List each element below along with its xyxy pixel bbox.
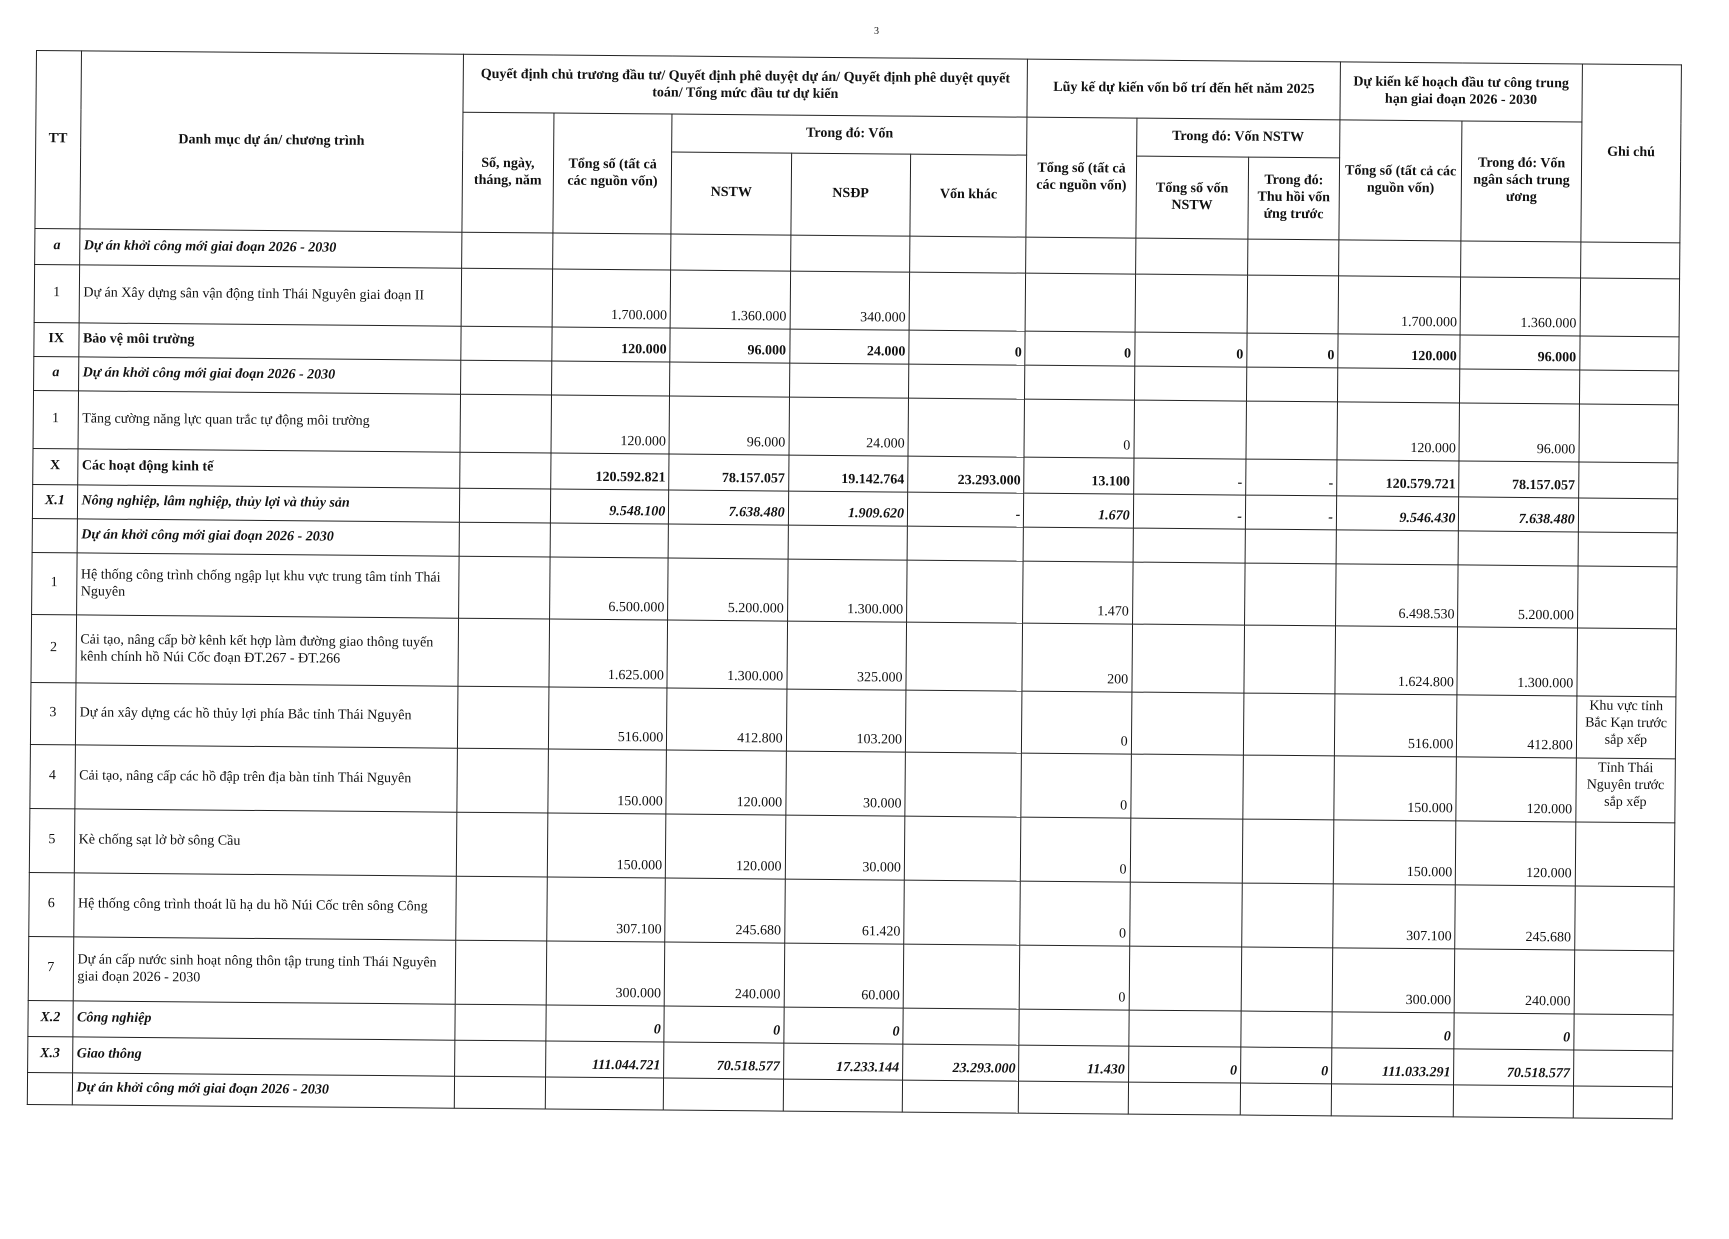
cell-nsdp: 17.233.144 (783, 1043, 903, 1080)
cell-nsdp (783, 1079, 903, 1112)
cell-tt: 7 (28, 936, 73, 1000)
cell-plan-nstw: 1.360.000 (1460, 277, 1580, 336)
cell-total-nstw (1130, 818, 1243, 883)
cell-plan-nstw: 120.000 (1456, 757, 1576, 822)
header-nsdp: NSĐP (791, 153, 911, 236)
cell-plan-nstw: 78.157.057 (1459, 461, 1579, 498)
cell-nsdp: 24.000 (789, 397, 909, 456)
cell-plan-total (1337, 368, 1460, 403)
cell-note (1580, 278, 1680, 337)
cell-advance-recovery (1241, 1011, 1332, 1048)
cell-tt: 4 (30, 744, 75, 808)
cell-project-name: Dự án khởi công mới giai đoạn 2026 - 2030 (78, 357, 461, 394)
cell-total-nstw (1129, 946, 1242, 1011)
cell-note: Khu vực tỉnh Bắc Kạn trước sắp xếp (1576, 696, 1676, 759)
cell-advance-recovery (1245, 529, 1336, 564)
cell-nsdp: 1.909.620 (788, 491, 908, 526)
cell-advance-recovery: - (1245, 495, 1336, 530)
cell-total (550, 523, 669, 558)
cell-nsdp: 60.000 (784, 943, 904, 1008)
cell-project-name: Công nghiệp (72, 1001, 455, 1040)
cell-plan-total: 150.000 (1334, 756, 1457, 821)
cell-total-nstw: - (1133, 494, 1246, 529)
cell-other-capital (907, 526, 1024, 561)
cell-total-nstw (1129, 882, 1242, 947)
cell-total-nstw (1130, 754, 1243, 819)
header-of-which-capital: Trong đó: Vốn (672, 114, 1027, 155)
cell-total: 120.000 (551, 395, 670, 454)
cell-other-capital (908, 398, 1025, 457)
cell-cumulative-total (1019, 1081, 1129, 1114)
cell-total-nstw (1135, 238, 1248, 275)
cell-number-date (462, 232, 553, 269)
cell-plan-nstw: 0 (1454, 1013, 1574, 1050)
cell-tt: a (34, 356, 79, 390)
cell-nsdp: 325.000 (787, 621, 907, 690)
header-number-date: Số, ngày, tháng, năm (462, 112, 554, 233)
cell-tt: 1 (34, 264, 79, 322)
cell-total: 6.500.000 (549, 557, 668, 620)
cell-cumulative-total: 0 (1022, 691, 1132, 754)
cell-plan-total: 1.700.000 (1338, 276, 1461, 335)
cell-cumulative-total: 13.100 (1024, 457, 1134, 494)
cell-total: 307.100 (547, 877, 666, 942)
header-notes: Ghi chú (1581, 64, 1682, 243)
cell-cumulative-total: 1.470 (1023, 561, 1133, 624)
cell-advance-recovery (1243, 755, 1335, 820)
cell-plan-total: 111.033.291 (1332, 1048, 1455, 1085)
cell-plan-nstw: 1.300.000 (1457, 627, 1577, 696)
cell-plan-nstw (1454, 1085, 1574, 1118)
cell-plan-total: 120.000 (1337, 402, 1460, 461)
cell-plan-total: 150.000 (1333, 820, 1456, 885)
cell-project-name: Tăng cường năng lực quan trắc tự động môi trường (78, 391, 461, 452)
table-body (27, 228, 1680, 1118)
cell-tt: 5 (29, 808, 74, 872)
cell-total-nstw (1132, 624, 1245, 693)
cell-total (545, 1077, 664, 1110)
cell-nstw (670, 362, 790, 397)
cell-nsdp: 103.200 (786, 689, 906, 752)
cell-nstw: 70.518.577 (664, 1042, 784, 1079)
cell-total: 0 (546, 1005, 665, 1042)
cell-project-name: Dự án khởi công mới giai đoạn 2026 - 2030 (77, 519, 460, 556)
header-total-nstw: Tổng số vốn NSTW (1136, 156, 1249, 239)
cell-nstw: 78.157.057 (669, 454, 789, 491)
cell-plan-nstw: 96.000 (1460, 335, 1580, 370)
cell-total-nstw (1128, 1082, 1241, 1115)
header-of-which-nstw: Trong đó: Vốn NSTW (1136, 118, 1340, 158)
cell-other-capital: - (907, 492, 1024, 527)
header-cumulative-total: Tổng số (tất cả các nguồn vốn) (1026, 117, 1136, 238)
cell-number-date (455, 1004, 546, 1041)
cell-cumulative-total (1025, 365, 1135, 400)
header-tt: TT (35, 51, 81, 229)
cell-plan-nstw: 412.800 (1457, 695, 1577, 758)
cell-nstw (668, 524, 788, 559)
cell-nstw: 5.200.000 (668, 558, 788, 621)
cell-total-nstw (1131, 692, 1244, 755)
cell-plan-total: 120.000 (1338, 334, 1461, 369)
cell-cumulative-total (1025, 273, 1135, 332)
cell-total-nstw (1129, 1010, 1242, 1047)
cell-advance-recovery (1240, 1083, 1331, 1116)
cell-total: 1.700.000 (552, 269, 671, 328)
cell-plan-total (1339, 240, 1462, 277)
cell-advance-recovery: 0 (1247, 333, 1338, 368)
cell-note (1573, 1086, 1673, 1119)
cell-nsdp: 340.000 (790, 271, 910, 330)
cell-cumulative-total: 1.670 (1024, 493, 1134, 528)
cell-tt: IX (34, 322, 79, 356)
header-plan-nstw: Trong đó: Vốn ngân sách trung ương (1461, 121, 1581, 242)
cell-project-name: Nông nghiệp, lâm nghiệp, thủy lợi và thủy sản (77, 485, 460, 522)
cell-project-name: Các hoạt động kinh tế (77, 449, 460, 488)
header-plan: Dự kiến kế hoạch đầu tư công trung hạn giai đoạn 2026 - 2030 (1340, 62, 1582, 122)
cell-plan-nstw: 96.000 (1459, 403, 1579, 462)
cell-project-name: Bảo vệ môi trường (78, 323, 461, 360)
cell-other-capital (903, 944, 1020, 1009)
header-plan-total: Tổng số (tất cả các nguồn vốn) (1339, 120, 1462, 241)
cell-note (1577, 566, 1677, 629)
cell-project-name: Dự án Xây dựng sân vận động tỉnh Thái Nguyên giai đoạn II (79, 265, 462, 326)
cell-project-name: Kè chống sạt lở bờ sông Cầu (74, 809, 457, 876)
cell-nstw: 96.000 (669, 396, 789, 455)
cell-cumulative-total: 0 (1020, 881, 1130, 946)
cell-number-date (461, 268, 553, 327)
cell-nsdp: 0 (784, 1007, 904, 1044)
cell-note (1574, 1014, 1674, 1051)
cell-total (551, 361, 670, 396)
header-other-capital: Vốn khác (910, 154, 1027, 237)
cell-tt (27, 1072, 72, 1104)
cell-plan-total (1331, 1084, 1454, 1117)
cell-number-date (461, 326, 552, 361)
cell-number-date (456, 876, 548, 941)
cell-advance-recovery (1246, 401, 1338, 460)
cell-total: 9.548.100 (550, 489, 669, 524)
cell-other-capital: 23.293.000 (903, 1044, 1020, 1081)
cell-nstw: 120.000 (666, 814, 786, 879)
cell-number-date (454, 1076, 545, 1109)
cell-plan-total: 307.100 (1333, 884, 1456, 949)
cell-advance-recovery (1246, 367, 1337, 402)
cell-plan-total: 0 (1332, 1012, 1455, 1049)
cell-note (1575, 822, 1675, 887)
investment-table-wrapper (27, 50, 1682, 1119)
cell-plan-total: 1.624.800 (1335, 626, 1458, 695)
cell-nsdp: 30.000 (785, 815, 905, 880)
cell-other-capital: 0 (909, 330, 1026, 365)
cell-other-capital (906, 622, 1023, 691)
cell-number-date (456, 812, 548, 877)
page-number: 3 (874, 26, 879, 37)
header-total: Tổng số (tất cả các nguồn vốn) (553, 113, 672, 234)
cell-total-nstw: 0 (1128, 1046, 1241, 1083)
cell-advance-recovery: 0 (1240, 1047, 1331, 1084)
cell-project-name: Dự án xây dựng các hồ thủy lợi phía Bắc tỉnh Thái Nguyên (75, 683, 458, 748)
header-nstw: NSTW (671, 152, 791, 235)
cell-total-nstw (1134, 400, 1247, 459)
cell-total: 150.000 (548, 749, 667, 814)
cell-other-capital (905, 752, 1022, 817)
cell-note (1573, 1050, 1673, 1087)
cell-total-nstw (1132, 562, 1245, 625)
cell-tt: X.2 (28, 1000, 73, 1036)
cell-number-date (457, 686, 549, 749)
cell-tt: 6 (29, 872, 74, 936)
header-name: Danh mục dự án/ chương trình (79, 51, 463, 232)
cell-nsdp: 24.000 (789, 329, 909, 364)
cell-nstw: 1.360.000 (670, 270, 790, 329)
cell-advance-recovery (1242, 883, 1334, 948)
cell-other-capital (902, 1080, 1019, 1113)
cell-nstw (664, 1078, 784, 1111)
cell-note (1578, 498, 1678, 533)
cell-plan-total: 9.546.430 (1336, 496, 1459, 531)
cell-note (1578, 532, 1678, 567)
cell-plan-nstw: 120.000 (1456, 821, 1576, 886)
cell-total-nstw: 0 (1134, 332, 1247, 367)
cell-note (1579, 370, 1679, 405)
cell-note (1577, 628, 1677, 697)
cell-nsdp: 19.142.764 (788, 455, 908, 492)
cell-plan-total (1336, 530, 1459, 565)
cell-nstw: 245.680 (665, 878, 785, 943)
cell-other-capital (909, 272, 1026, 331)
cell-advance-recovery (1244, 625, 1336, 694)
cell-note (1578, 462, 1678, 499)
cell-project-name: Dự án cấp nước sinh hoạt nông thôn tập trung tỉnh Thái Nguyên giai đoạn 2026 - 2030 (73, 937, 456, 1004)
cell-total: 120.000 (552, 327, 671, 362)
cell-nstw: 0 (664, 1006, 784, 1043)
cell-nsdp (789, 363, 909, 398)
investment-plan-table (27, 50, 1682, 1119)
cell-other-capital (904, 880, 1021, 945)
cell-other-capital (905, 690, 1022, 753)
cell-note (1580, 336, 1680, 371)
cell-nstw: 240.000 (664, 942, 784, 1007)
cell-advance-recovery (1241, 947, 1333, 1012)
cell-other-capital (907, 560, 1024, 623)
cell-total: 1.625.000 (549, 619, 668, 688)
cell-cumulative-total: 11.430 (1019, 1045, 1129, 1082)
cell-cumulative-total (1019, 1009, 1129, 1046)
cell-project-name: Dự án khởi công mới giai đoạn 2026 - 2030 (79, 229, 462, 268)
cell-note (1580, 242, 1680, 279)
cell-plan-nstw (1461, 241, 1581, 278)
cell-advance-recovery (1242, 819, 1334, 884)
cell-tt: X.3 (28, 1036, 73, 1072)
cell-plan-total: 6.498.530 (1336, 564, 1459, 627)
cell-total-nstw (1133, 528, 1246, 563)
cell-tt: X.1 (32, 484, 77, 518)
cell-nstw (671, 234, 791, 271)
cell-plan-nstw: 70.518.577 (1454, 1049, 1574, 1086)
cell-plan-nstw: 7.638.480 (1459, 497, 1579, 532)
cell-total-nstw (1135, 274, 1248, 333)
cell-cumulative-total: 0 (1024, 399, 1134, 458)
cell-number-date (458, 556, 550, 619)
cell-total: 150.000 (547, 813, 666, 878)
cell-plan-nstw: 245.680 (1455, 885, 1575, 950)
cell-nstw: 7.638.480 (669, 490, 789, 525)
cell-other-capital (909, 364, 1026, 399)
cell-project-name: Dự án khởi công mới giai đoạn 2026 - 2030 (72, 1073, 455, 1108)
cell-number-date (454, 1040, 545, 1077)
cell-total: 120.592.821 (551, 453, 670, 490)
cell-cumulative-total (1026, 237, 1136, 274)
cell-plan-nstw: 240.000 (1455, 949, 1575, 1014)
cell-number-date (458, 618, 550, 687)
cell-advance-recovery (1244, 563, 1336, 626)
cell-total: 111.044.721 (545, 1041, 664, 1078)
cell-nstw: 120.000 (666, 750, 786, 815)
cell-note (1574, 886, 1674, 951)
cell-number-date (457, 748, 549, 813)
cell-tt: 1 (33, 390, 78, 448)
cell-number-date (460, 394, 552, 453)
cell-plan-total: 120.579.721 (1337, 460, 1460, 497)
cell-plan-nstw: 5.200.000 (1458, 565, 1578, 628)
cell-nsdp (788, 525, 908, 560)
cell-project-name: Hệ thống công trình chống ngập lụt khu vực trung tâm tỉnh Thái Nguyên (76, 553, 459, 618)
cell-advance-recovery (1248, 239, 1339, 276)
cell-cumulative-total: 0 (1021, 817, 1131, 882)
cell-advance-recovery: - (1246, 459, 1337, 496)
cell-cumulative-total: 0 (1020, 945, 1130, 1010)
cell-project-name: Giao thông (72, 1037, 455, 1076)
cell-tt: a (35, 228, 80, 264)
cell-nsdp: 1.300.000 (787, 559, 907, 622)
cell-total: 300.000 (546, 941, 665, 1006)
cell-nsdp (790, 235, 910, 272)
cell-cumulative-total: 0 (1025, 331, 1135, 366)
cell-tt (32, 518, 77, 552)
header-cumulative: Lũy kế dự kiến vốn bố trí đến hết năm 2025 (1027, 59, 1340, 120)
cell-cumulative-total (1023, 527, 1133, 562)
cell-other-capital: 23.293.000 (908, 456, 1025, 493)
cell-note: Tỉnh Thái Nguyên trước sắp xếp (1576, 758, 1676, 823)
cell-total: 516.000 (548, 687, 667, 750)
cell-total (553, 233, 672, 270)
cell-note (1574, 950, 1674, 1015)
cell-plan-nstw (1458, 531, 1578, 566)
cell-plan-total: 300.000 (1332, 948, 1455, 1013)
cell-number-date (455, 940, 547, 1005)
header-advance-recovery: Trong đó: Thu hồi vốn ứng trước (1248, 157, 1340, 240)
cell-cumulative-total: 0 (1021, 753, 1131, 818)
cell-total-nstw: - (1133, 458, 1246, 495)
cell-other-capital (903, 1008, 1020, 1045)
cell-nsdp: 61.420 (784, 879, 904, 944)
cell-project-name: Cải tạo, nâng cấp bờ kênh kết hợp làm đường giao thông tuyến kênh chính hồ Núi Cốc đoạn ĐT.267 - ĐT.266 (75, 615, 458, 686)
header-decision-group: Quyết định chủ trương đầu tư/ Quyết định phê duyệt dự án/ Quyết định phê duyệt quyết toán/ Tổng mức đầu tư dự kiến (463, 54, 1028, 117)
cell-project-name: Cải tạo, nâng cấp các hồ đập trên địa bàn tỉnh Thái Nguyên (74, 745, 457, 812)
cell-plan-total: 516.000 (1334, 694, 1457, 757)
cell-cumulative-total: 200 (1022, 623, 1132, 692)
cell-other-capital (910, 236, 1027, 273)
cell-nstw: 1.300.000 (667, 620, 787, 689)
cell-other-capital (904, 816, 1021, 881)
cell-tt: X (33, 448, 78, 484)
cell-advance-recovery (1243, 693, 1335, 756)
cell-nstw: 96.000 (670, 328, 790, 363)
cell-nsdp: 30.000 (786, 751, 906, 816)
cell-plan-nstw (1460, 369, 1580, 404)
cell-number-date (459, 488, 550, 523)
cell-project-name: Hệ thống công trình thoát lũ hạ du hồ Núi Cốc trên sông Công (73, 873, 456, 940)
cell-total-nstw (1134, 366, 1247, 401)
cell-tt: 2 (31, 614, 76, 682)
cell-advance-recovery (1247, 275, 1339, 334)
cell-note (1579, 404, 1679, 463)
cell-tt: 3 (30, 682, 75, 744)
cell-number-date (460, 360, 551, 395)
cell-number-date (460, 452, 551, 489)
cell-number-date (459, 522, 550, 557)
cell-tt: 1 (32, 552, 77, 614)
cell-nstw: 412.800 (667, 688, 787, 751)
